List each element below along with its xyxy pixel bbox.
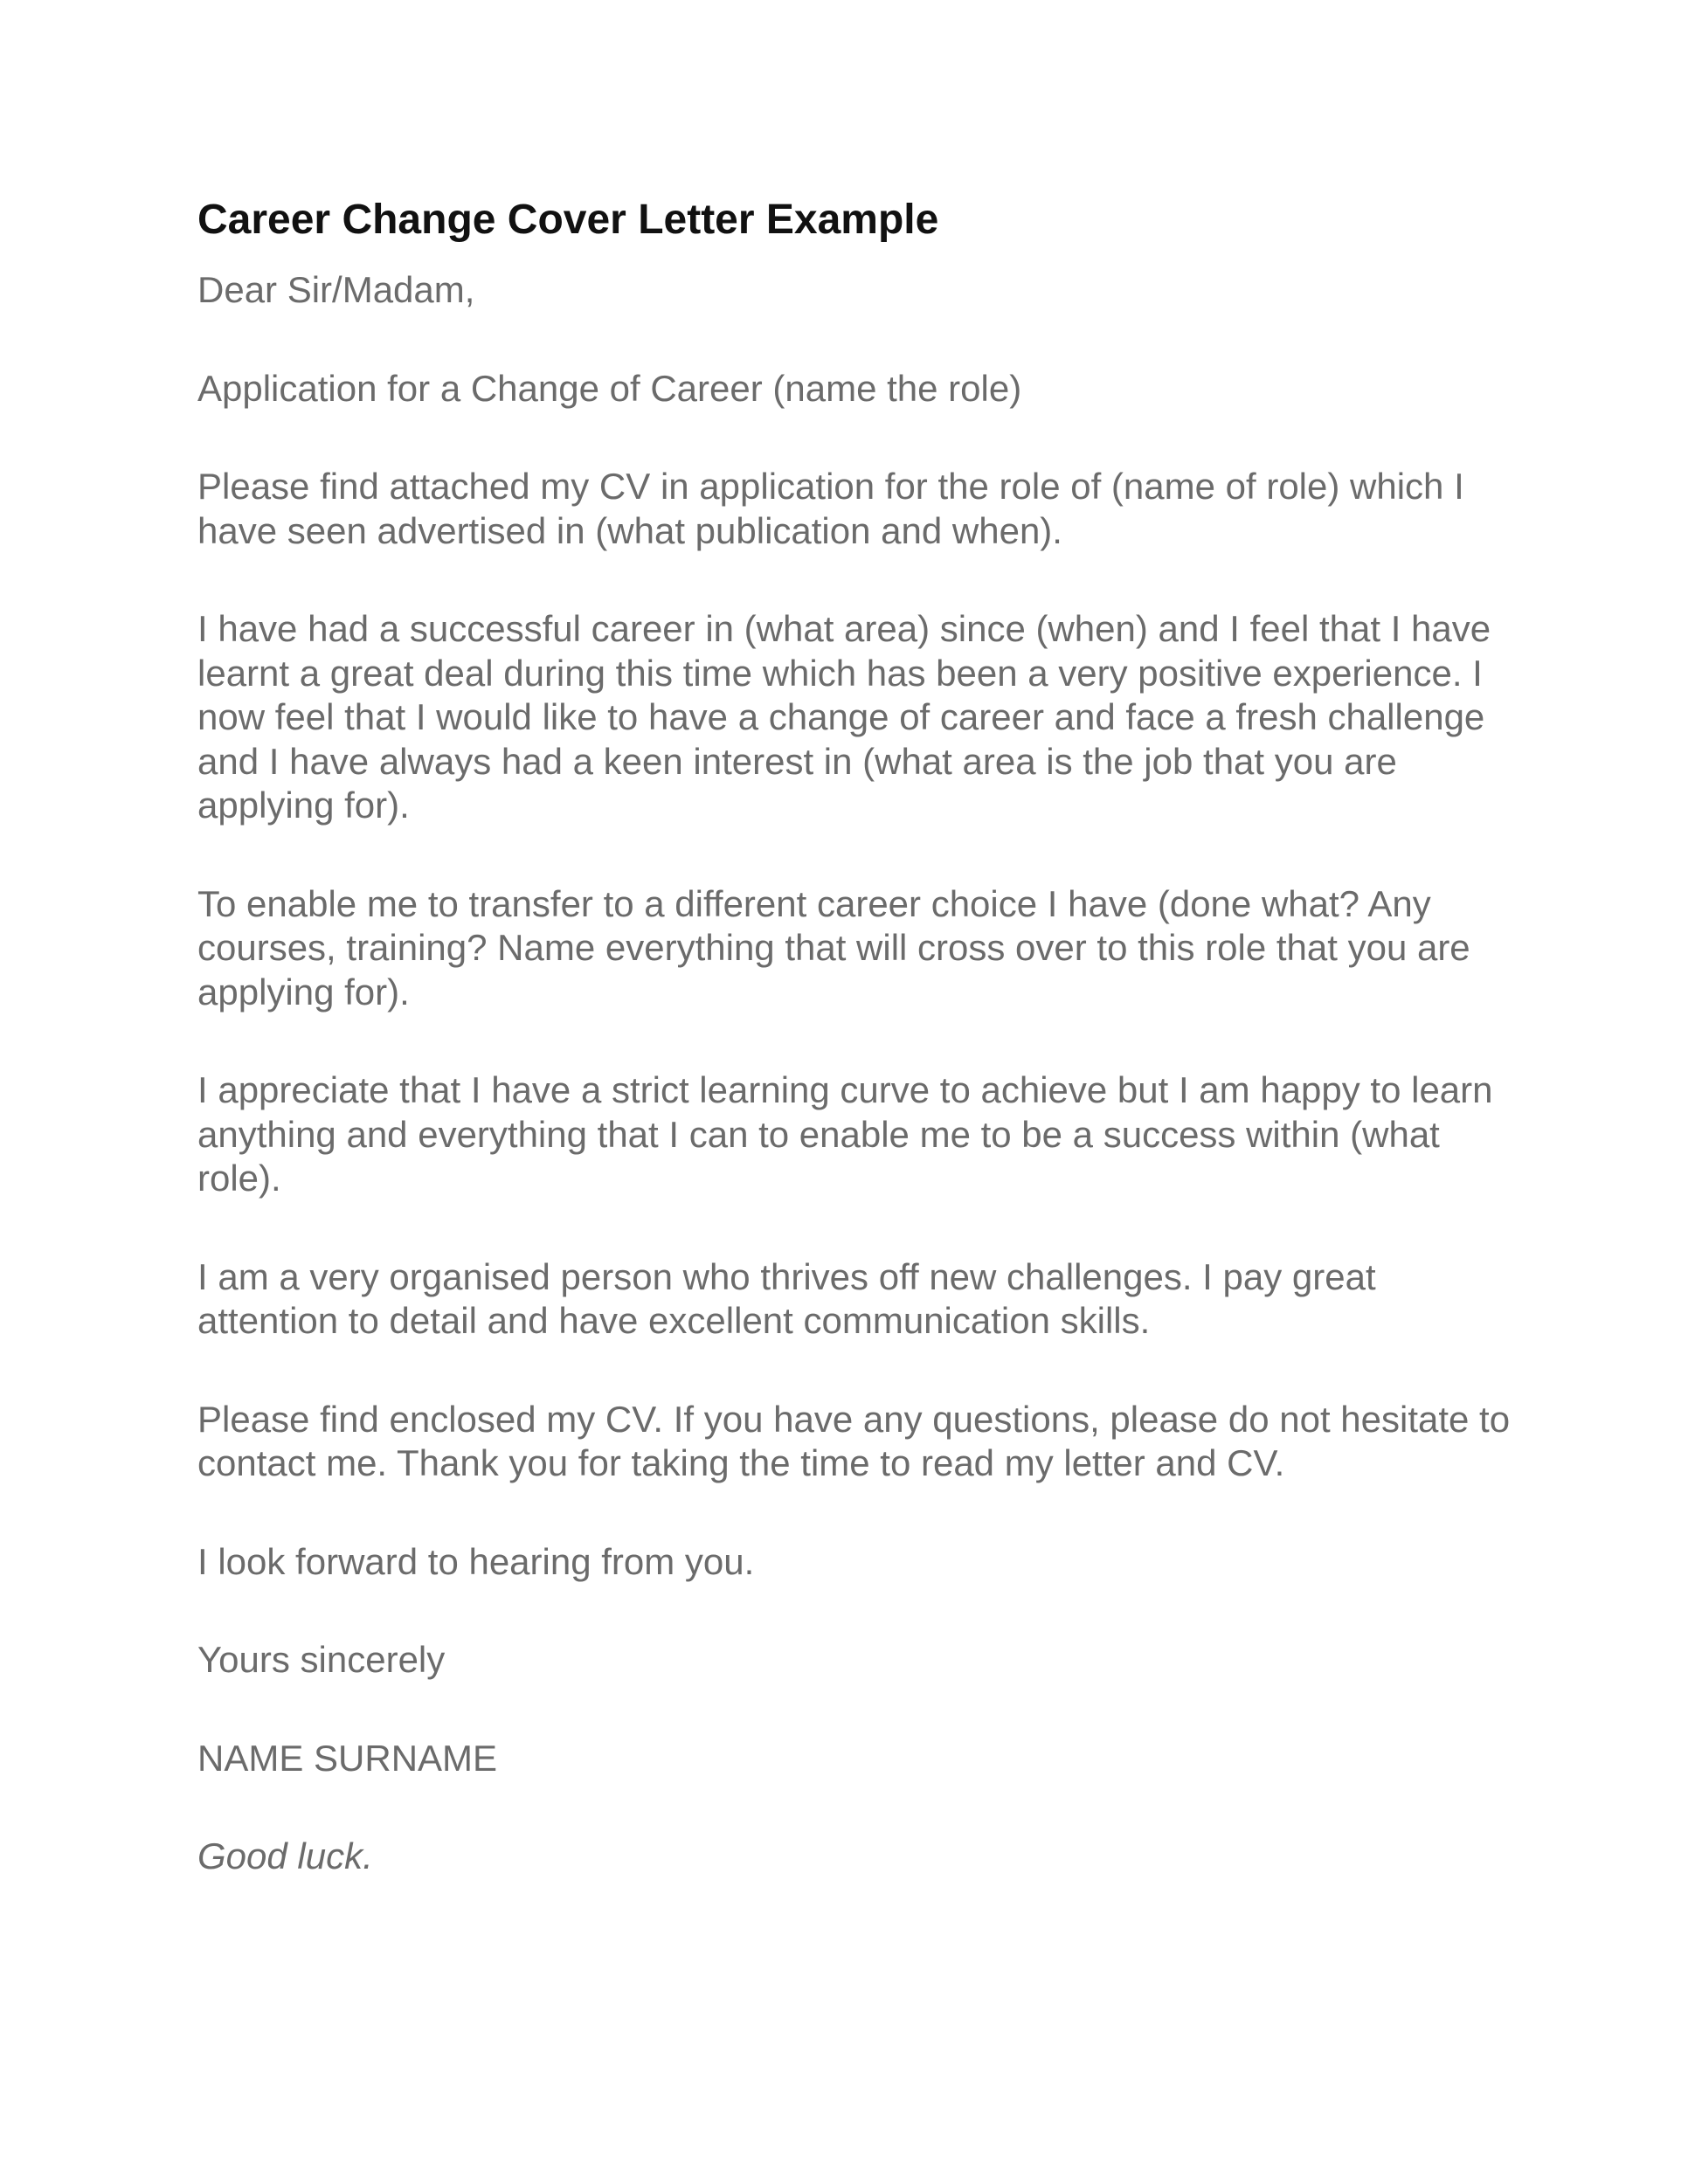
paragraph-2: I have had a successful career in (what area) since (when) and I feel that I have learnt a great deal during this time which has been a very positive experience. I now feel that I would like to have a change of career and face a fresh challenge and I have always had a keen interest in (what area is the job that you are applying for). [197, 608, 1491, 826]
paragraph-6: Please find enclosed my CV. If you have any questions, please do not hesitate to contact me. Thank you for taking the time to read my letter and CV. [197, 1398, 1511, 1483]
paragraph-1: Please find attached my CV in application for the role of (name of role) which I have seen advertised in (what publication and when). [197, 466, 1464, 551]
signature-name: NAME SURNAME [197, 1737, 498, 1779]
paragraph-5: I am a very organised person who thrives off new challenges. I pay great attention to detail and have excellent communication skills. [197, 1255, 1376, 1341]
closing-line: I look forward to hearing from you. [197, 1540, 755, 1582]
document-page [197, 194, 1525, 1879]
paragraph-4: I appreciate that I have a strict learning curve to achieve but I am happy to learn anything and everything that I can to enable me to be a success within (what role). [197, 1069, 1493, 1199]
paragraph-3: To enable me to transfer to a different career choice I have (done what? Any courses, training? Name everything that will cross over to this role that you are applying for). [197, 882, 1470, 1013]
valediction: Yours sincerely [197, 1639, 446, 1680]
letter-body [197, 268, 1525, 1879]
document-title: Career Change Cover Letter Example [197, 197, 939, 243]
salutation: Dear Sir/Madam, [197, 269, 475, 310]
subject-line: Application for a Change of Career (name the role) [197, 367, 1022, 409]
signoff: Good luck. [197, 1835, 373, 1876]
